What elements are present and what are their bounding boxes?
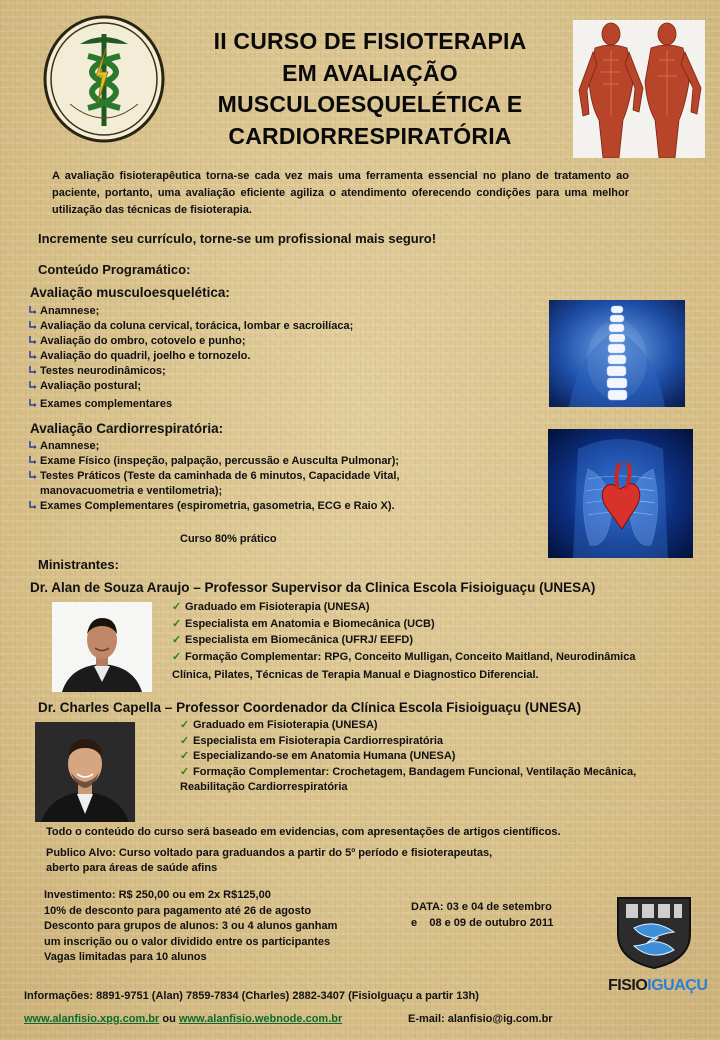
check-icon: ✓ — [172, 650, 182, 663]
section-cardio-heading: Avaliação Cardiorrespiratória: — [30, 421, 224, 436]
check-icon: ✓ — [180, 750, 190, 762]
invest-line-4: um inscrição ou o valor dividido entre os participantes — [44, 935, 331, 948]
data-block — [411, 900, 553, 931]
bullet-arrow-icon — [29, 456, 37, 465]
list-item: ✓ Graduado em Fisioterapia (UNESA) — [172, 599, 692, 616]
data-line-2: e 08 e 09 de outubro 2011 — [411, 916, 554, 929]
title-line-1: II CURSO DE FISIOTERAPIA — [213, 28, 527, 54]
course-title — [170, 26, 570, 152]
list-item: Exame Físico (inspeção, palpação, percussão e Ausculta Pulmonar); — [29, 454, 499, 469]
check-icon: ✓ — [172, 617, 182, 630]
ministrantes-label: Ministrantes: — [38, 557, 119, 572]
logo-text-fisio: FISIO — [608, 977, 648, 994]
bullet-arrow-icon — [29, 351, 37, 360]
list-item: Testes neurodinâmicos; — [29, 364, 509, 379]
list-item: ✓ Formação Complementar: Crochetagem, Bandagem Funcional, Ventilação Mecânica, — [180, 765, 700, 781]
list-item: ✓ Especialista em Anatomia e Biomecânica (UCB) — [172, 616, 692, 633]
publico-line-1: Publico Alvo: Curso voltado para graduandos a partir do 5º período e fisioterapeutas, — [46, 847, 493, 859]
spine-image — [549, 300, 685, 407]
bullet-arrow-icon — [29, 336, 37, 345]
list-item: Exames complementares — [29, 397, 509, 412]
publico-line-2: aberto para áreas de saúde afins — [46, 862, 218, 874]
investimento-block — [44, 888, 337, 966]
muscle-anatomy-image — [573, 20, 705, 158]
list-item-continuation: Clínica, Pilates, Técnicas de Terapia Manual e Diagnostico Diferencial. — [172, 669, 539, 681]
prof2-credentials — [180, 718, 700, 796]
link-alanfisio-webnode[interactable]: www.alanfisio.webnode.com.br — [178, 1013, 343, 1025]
bullet-arrow-icon — [29, 399, 37, 408]
check-icon: ✓ — [172, 634, 182, 646]
bullet-arrow-icon — [29, 471, 37, 480]
prof1-name: Dr. Alan de Souza Araujo – Professor Supervisor da Clinica Escola Fisioiguaçu (UNESA) — [30, 580, 596, 595]
list-item: Avaliação postural; — [29, 379, 509, 394]
list-item: Avaliação do quadril, joelho e tornozelo. — [29, 349, 509, 364]
fisioiguacu-logo — [608, 894, 708, 996]
title-line-4: CARDIORRESPIRATÓRIA — [228, 122, 512, 149]
invest-line-2: 10% de desconto para pagamento até 26 de agosto — [44, 904, 312, 917]
musculo-list — [29, 304, 509, 412]
bullet-arrow-icon — [29, 441, 37, 450]
list-item-continuation: Reabilitação Cardiorrespiratória — [180, 781, 348, 793]
heart-lungs-image — [548, 429, 693, 558]
check-icon: ✓ — [172, 601, 182, 613]
cardio-list — [29, 439, 499, 514]
prof2-name: Dr. Charles Capella – Professor Coordenador da Clínica Escola Fisioiguaçu (UNESA) — [38, 700, 582, 715]
info-contacts: Informações: 8891-9751 (Alan) 7859-7834 (Charles) 2882-3407 (FisioIguaçu a partir 13h) — [24, 990, 479, 1002]
prof1-credentials — [172, 599, 692, 684]
invest-line-3: Desconto para grupos de alunos: 3 ou 4 alunos ganham — [44, 920, 338, 932]
check-icon: ✓ — [180, 719, 190, 731]
website-links — [24, 1013, 342, 1025]
bullet-arrow-icon — [29, 501, 37, 510]
link-alanfisio-xpg[interactable]: www.alanfisio.xpg.com.br — [24, 1013, 160, 1025]
invest-line-1: Investimento: R$ 250,00 ou em 2x R$125,00 — [44, 889, 271, 901]
intro-paragraph: A avaliação fisioterapêutica torna-se cada vez mais uma ferramenta essencial no plano de tratamento ao paciente, portanto, uma avaliação eficiente agiliza o atendimento oferecendo condições para uma melhor utilização das técnicas de fisioterapia. — [52, 170, 629, 216]
list-item: Avaliação da coluna cervical, torácica, lombar e sacroilíaca; — [29, 319, 509, 334]
list-item: ✓ Especialista em Biomecânica (UFRJ/ EEFD) — [172, 632, 692, 649]
check-icon: ✓ — [180, 734, 190, 747]
curso-pratico-note: Curso 80% prático — [180, 533, 277, 545]
invest-line-5: Vagas limitadas para 10 alunos — [44, 951, 207, 963]
tagline: Incremente seu currículo, torne-se um profissional mais seguro! — [38, 231, 437, 246]
bullet-arrow-icon — [29, 381, 37, 390]
list-item: ✓ Especializando-se em Anatomia Humana (UNESA) — [180, 749, 700, 765]
section-musculo-heading: Avaliação musculoesquelética: — [30, 285, 230, 300]
email-contact: E-mail: alanfisio@ig.com.br — [408, 1013, 553, 1025]
logo-text-iguacu: IGUAÇU — [647, 977, 708, 994]
bullet-arrow-icon — [29, 321, 37, 330]
prof2-photo — [35, 722, 135, 822]
list-item: Avaliação do ombro, cotovelo e punho; — [29, 334, 509, 349]
list-item: Anamnese; — [29, 439, 499, 454]
title-line-2: EM AVALIAÇÃO — [282, 59, 458, 86]
list-item: Testes Práticos (Teste da caminhada de 6 minutos, Capacidade Vital, — [29, 469, 499, 484]
caduceus-logo — [42, 14, 166, 144]
conteudo-label: Conteúdo Programático: — [38, 262, 191, 277]
list-item-continuation: manovacuometria e ventilometria); — [40, 485, 223, 497]
conteudo-note: Todo o conteúdo do curso será baseado em evidencias, com apresentações de artigos científicos. — [46, 826, 561, 838]
check-icon: ✓ — [180, 765, 190, 778]
fisioiguacu-emblem-icon — [608, 894, 700, 970]
list-item: ✓ Graduado em Fisioterapia (UNESA) — [180, 718, 700, 734]
list-item: ✓ Formação Complementar: RPG, Conceito Mulligan, Conceito Maitland, Neurodinâmica — [172, 649, 692, 666]
data-line-1: DATA: 03 e 04 de setembro — [411, 901, 552, 913]
prof1-photo — [52, 602, 152, 692]
list-item: Anamnese; — [29, 304, 509, 319]
title-line-3: MUSCULOESQUELÉTICA E — [217, 91, 523, 117]
bullet-arrow-icon — [29, 306, 37, 315]
list-item: ✓ Especialista em Fisioterapia Cardiorrespiratória — [180, 734, 700, 750]
publico-alvo — [46, 846, 492, 876]
list-item: Exames Complementares (espirometria, gasometria, ECG e Raio X). — [29, 499, 499, 514]
bullet-arrow-icon — [29, 366, 37, 375]
links-separator: ou — [159, 1013, 179, 1025]
